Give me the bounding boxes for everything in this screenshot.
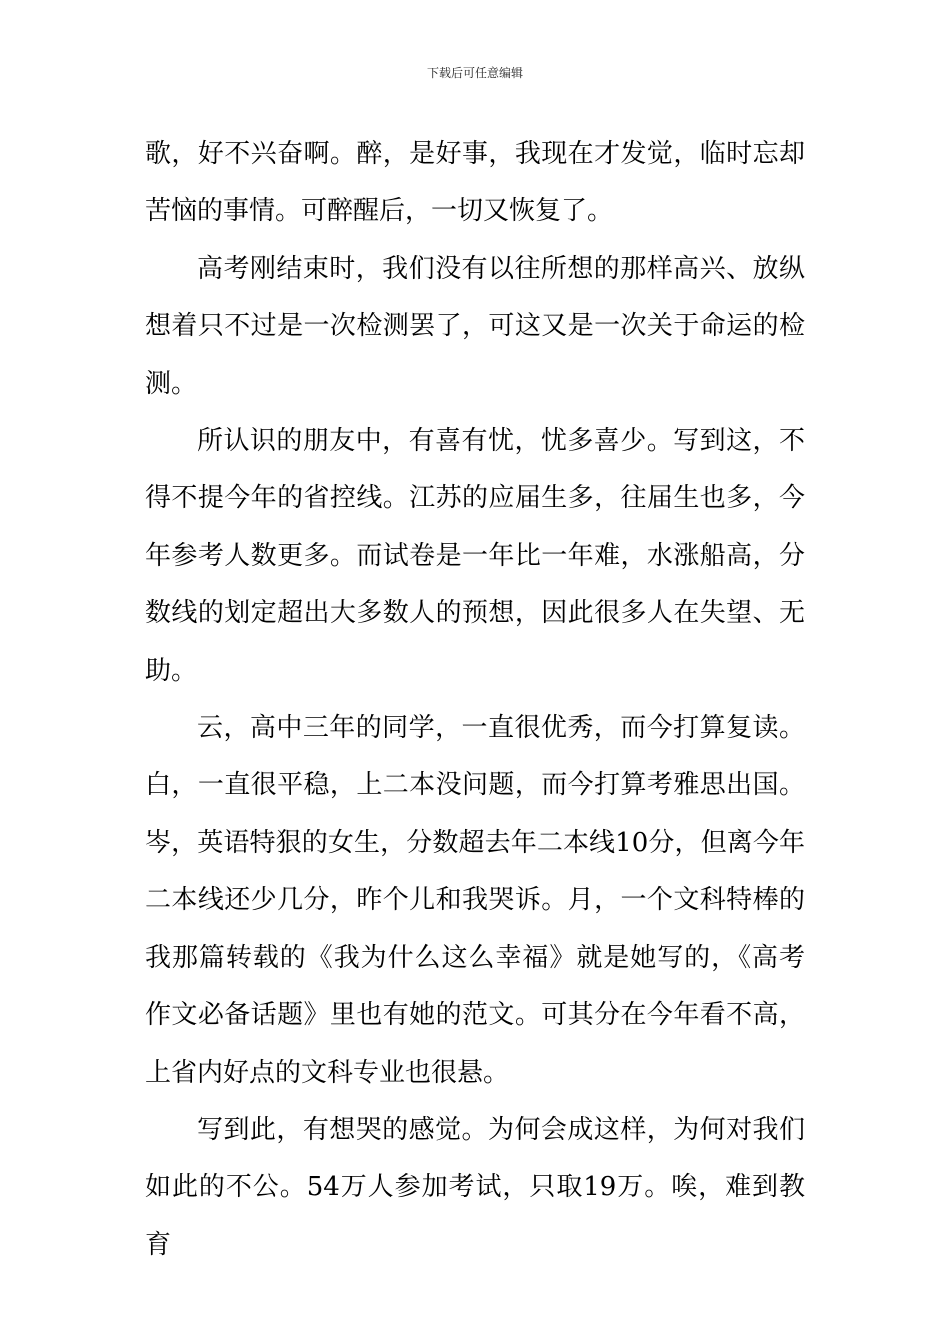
paragraph-4: 云，高中三年的同学，一直很优秀，而今打算复读。白，一直很平稳，上二本没问题，而今打算考雅思出国。岑，英语特狠的女生，分数超去年二本线10分，但离今年二本线还少几分，昨个儿和我哭诉。月，一个文科特棒的我那篇转载的《我为什么这么幸福》就是她写的，《高考作文必备话题》里也有她的范文。可其分在今年看不高，上省内好点的文科专业也很悬。	[145, 713, 805, 1088]
paragraph-1: 歌，好不兴奋啊。醉，是好事，我现在才发觉，临时忘却苦恼的事情。可醉醒后，一切又恢复了。	[145, 139, 805, 227]
paragraph-3: 所认识的朋友中，有喜有忧，忧多喜少。写到这，不得不提今年的省控线。江苏的应届生多，往届生也多，今年参考人数更多。而试卷是一年比一年难，水涨船高，分数线的划定超出大多数人的预想，因此很多人在失望、无助。	[145, 426, 805, 686]
paragraph-2: 高考刚结束时，我们没有以往所想的那样高兴、放纵想着只不过是一次检测罢了，可这又是一次关于命运的检测。	[145, 253, 805, 399]
body-text	[145, 126, 805, 1274]
paragraph-5: 写到此，有想哭的感觉。为何会成这样，为何对我们如此的不公。54万人参加考试，只取19万。唉，难到教育	[145, 1114, 805, 1260]
page-header: 下载后可任意编辑	[426, 66, 523, 80]
